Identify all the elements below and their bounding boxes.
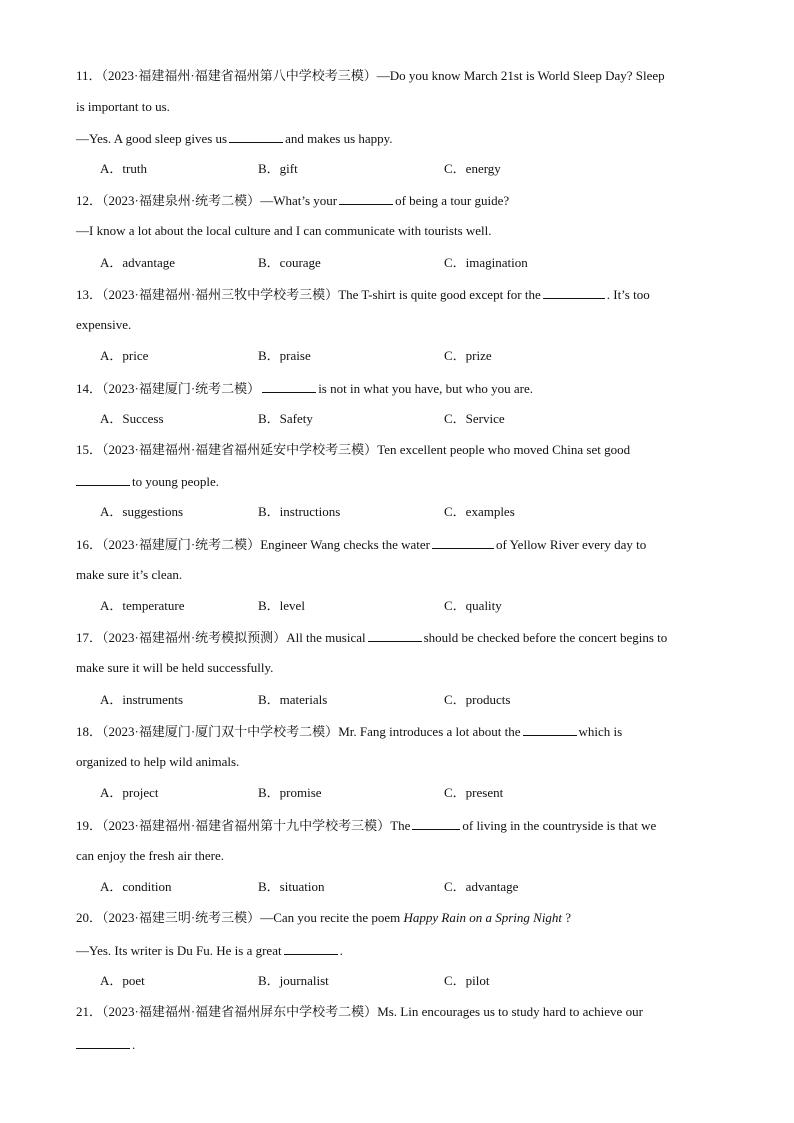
option-a[interactable]: A．suggestions [100,504,184,519]
question-15-line-2 [76,473,219,490]
option-c[interactable]: C．energy [444,161,501,176]
question-12-line-1 [76,192,509,209]
option-c[interactable]: C．examples [444,504,515,519]
option-c[interactable]: C．imagination [444,255,528,270]
question-source: （2023·福建厦门·统考二模） [102,381,261,396]
question-11-line-3 [76,130,393,147]
question-stem: which is [578,724,623,739]
answer-blank [412,817,460,830]
question-source: （2023·福建福州·福州三牧中学校考三模） [102,287,339,302]
question-number: 13． [76,287,103,302]
option-b[interactable]: B．gift [258,161,298,176]
option-c[interactable]: C．products [444,692,511,707]
question-stem: and makes us happy. [285,131,393,146]
answer-blank [262,380,316,393]
question-number: 11． [76,68,102,83]
option-c[interactable]: C．quality [444,598,502,613]
question-stem: make sure it will be held successfully. [76,660,274,675]
question-number: 15． [76,442,103,457]
option-a[interactable]: A．truth [100,161,147,176]
question-stem: The T-shirt is quite good except for the [338,287,541,302]
answer-blank [339,192,393,205]
question-18-line-2 [76,754,239,770]
question-stem: —Yes. Its writer is Du Fu. He is a great [76,943,282,958]
question-source: （2023·福建福州·福建省福州第十九中学校考三模） [102,818,391,833]
option-c[interactable]: C．present [444,785,504,800]
question-21-line-2 [76,1036,135,1053]
answer-blank [368,629,422,642]
question-stem: . It’s too [606,287,650,302]
question-stem: . [339,943,343,958]
option-c[interactable]: C．Service [444,411,505,426]
question-number: 12． [76,193,103,208]
option-b[interactable]: B．journalist [258,973,329,988]
question-14-line-1 [76,380,533,397]
question-stem: —Do you know March 21st is World Sleep Day? Sleep [376,68,665,83]
question-12-line-2 [76,223,492,239]
question-stem: of living in the countryside is that we [462,818,657,833]
question-21-line-1 [76,1004,643,1020]
question-stem: should be checked before the concert begins to [423,630,668,645]
question-stem: of being a tour guide? [395,193,510,208]
question-17-line-2 [76,660,273,676]
question-stem: of Yellow River every day to [496,537,647,552]
question-11-line-2 [76,99,170,115]
option-b[interactable]: B．situation [258,879,325,894]
question-20-line-1 [76,910,571,926]
question-stem: is not in what you have, but who you are. [318,381,534,396]
question-stem: is important to us. [76,99,170,114]
question-19-line-1 [76,817,656,834]
question-source: （2023·福建泉州·统考二模） [102,193,261,208]
question-number: 18． [76,724,103,739]
question-number: 21． [76,1004,103,1019]
question-17-line-1 [76,629,667,646]
answer-blank [432,536,494,549]
question-stem: All the musical [286,630,366,645]
option-b[interactable]: B．materials [258,692,328,707]
question-stem: —What’s your [260,193,338,208]
question-13-line-1 [76,286,650,303]
option-c[interactable]: C．prize [444,348,492,363]
option-a[interactable]: A．price [100,348,149,363]
question-20-line-2 [76,942,343,959]
question-number: 14． [76,381,103,396]
question-stem: Ten excellent people who moved China set good [377,442,631,457]
option-b[interactable]: B．praise [258,348,311,363]
question-stem: can enjoy the fresh air there. [76,848,224,863]
question-source: （2023·福建三明·统考三模） [102,910,261,925]
question-stem: The [390,818,411,833]
question-13-line-2 [76,317,131,333]
question-18-line-1 [76,723,622,740]
question-source: （2023·福建福州·统考模拟预测） [102,630,287,645]
question-source: （2023·福建福州·福建省福州屏东中学校考二模） [102,1004,378,1019]
option-c[interactable]: C．advantage [444,879,519,894]
option-b[interactable]: B．instructions [258,504,341,519]
question-stem: to young people. [132,474,220,489]
question-source: （2023·福建福州·福建省福州延安中学校考三模） [102,442,378,457]
question-stem: . [132,1037,136,1052]
question-stem: —Yes. A good sleep gives us [76,131,228,146]
question-source: （2023·福建福州·福建省福州第八中学校考三模） [101,68,377,83]
question-number: 16． [76,537,103,552]
question-source: （2023·福建厦门·统考二模） [102,537,261,552]
question-stem: make sure it’s clean. [76,567,183,582]
answer-blank [284,942,338,955]
poem-title: Happy Rain on a Spring Night [403,910,563,925]
option-a[interactable]: A．instruments [100,692,184,707]
option-b[interactable]: B．level [258,598,305,613]
question-stem: ? [565,910,572,925]
answer-blank [229,130,283,143]
question-19-line-2 [76,848,224,864]
question-16-line-2 [76,567,182,583]
question-stem: —I know a lot about the local culture and I can communicate with tourists well. [76,223,492,238]
question-source: （2023·福建厦门·厦门双十中学校考二模） [102,724,339,739]
option-a[interactable]: A．temperature [100,598,185,613]
question-stem: Mr. Fang introduces a lot about the [338,724,521,739]
answer-blank [76,1036,130,1049]
answer-blank [543,286,605,299]
option-c[interactable]: C．pilot [444,973,490,988]
option-a[interactable]: A．poet [100,973,145,988]
question-stem: Engineer Wang checks the water [260,537,430,552]
question-stem: Ms. Lin encourages us to study hard to achieve our [377,1004,643,1019]
option-a[interactable]: A．project [100,785,159,800]
question-stem: organized to help wild animals. [76,754,240,769]
question-number: 19． [76,818,103,833]
question-11-line-1 [76,68,665,84]
question-stem: —Can you recite the poem [260,910,401,925]
question-15-line-1 [76,442,630,458]
option-a[interactable]: A．Success [100,411,164,426]
option-b[interactable]: B．Safety [258,411,313,426]
option-a[interactable]: A．advantage [100,255,176,270]
option-a[interactable]: A．condition [100,879,172,894]
answer-blank [76,473,130,486]
option-b[interactable]: B．promise [258,785,322,800]
question-stem: expensive. [76,317,132,332]
question-number: 20． [76,910,103,925]
answer-blank [523,723,577,736]
question-16-line-1 [76,536,646,553]
question-number: 17． [76,630,103,645]
option-b[interactable]: B．courage [258,255,321,270]
